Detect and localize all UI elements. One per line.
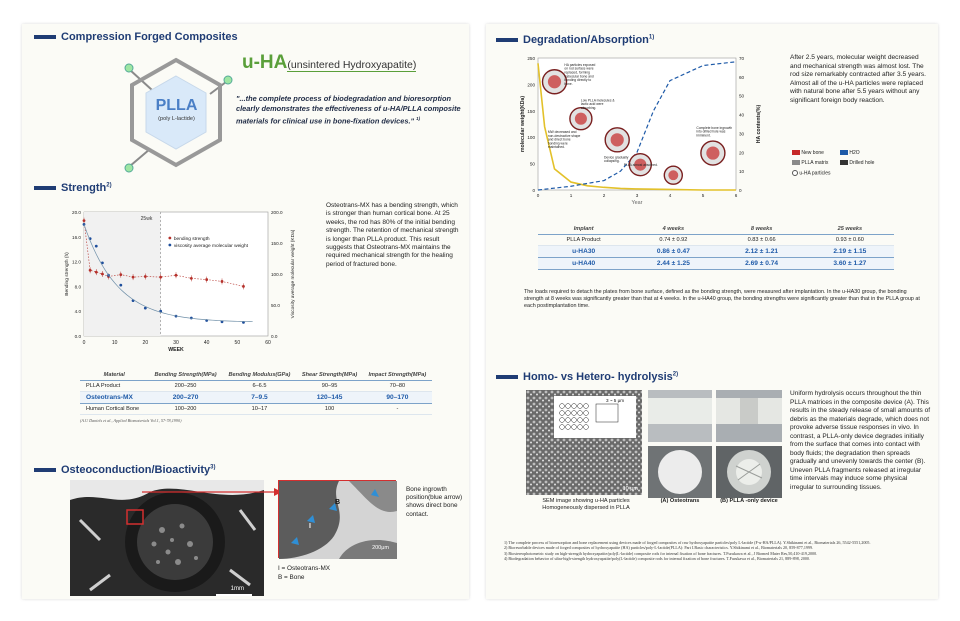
caption-b: (B) PLLA -only device <box>720 498 778 504</box>
compression-quote: "...the complete process of biodegradation and bioresorption clearly demonstrates the effectiveness of u-HA/PLLA composite materials for clinical use in bone-fixation devices." $^{1)}$ <box>236 94 461 126</box>
chart-annotation-line: non-destructive shape <box>547 133 581 138</box>
plla-only-side-graphic <box>716 390 782 442</box>
table-cell: 100–200 <box>149 404 223 415</box>
micro-ct-scale-bar <box>216 594 252 596</box>
y2-tick-label: 30 <box>739 131 745 137</box>
strength-table-header: Shear Strength(MPa) <box>296 370 362 381</box>
y2-axis-label: Viscosity average molecular weight (KDa) <box>291 229 296 319</box>
zoom-connector-arrow <box>142 486 282 506</box>
chart-annotation-line: Device gradually <box>604 155 629 160</box>
strength-table-header: Material <box>80 370 149 381</box>
x-tick-label: 5 <box>701 193 705 198</box>
table-cell: - <box>363 404 432 415</box>
table-cell: 90–170 <box>363 392 432 404</box>
bending-strength-point <box>83 219 86 222</box>
chart-annotation-line: on rod surface were <box>564 66 594 71</box>
y-tick-label: 100 <box>527 135 535 141</box>
table-cell: 10–17 <box>223 404 297 415</box>
y2-tick-label: 10 <box>739 169 745 175</box>
hydrolysis-description: Uniform hydrolysis occurs throughout the thin PLLA matrices in the composite device (A). This results in the steady release of small amounts of debris as the materials degrade, which does not provoke adverse tissue responses in vivo. In contrast, a PLLA-only device degrades initially from the surface that comes into contact with body fluids; the degradation then spreads gradually and unevenly towards the center (B). Uneven PLLA fragments released at irregular time intervals may induce some physical irregular to surrounding tissues. <box>790 390 931 492</box>
table-cell: u-HA30 <box>538 246 629 258</box>
y-tick-label: 200 <box>527 82 535 88</box>
legend-item-drilled-hole: Drilled hole <box>840 160 874 166</box>
y-tick-label: 8.0 <box>74 284 81 290</box>
y2-tick-label: 100.0 <box>271 272 283 277</box>
molecular-weight-point <box>95 245 98 248</box>
table-cell: 100 <box>296 404 362 415</box>
chart-annotation-line: and direct bone <box>547 137 571 142</box>
strength-table-header: Bending Modulus(GPa) <box>223 370 297 381</box>
table-cell: 2.44 ± 1.25 <box>629 258 717 270</box>
y-axis-label: Bending strength (h) <box>65 252 70 296</box>
uha-heading: u-HA(unsintered Hydroxyapatite) <box>242 52 417 73</box>
table-cell: PLLA Product <box>80 381 149 392</box>
legend-item-uha-particles: u-HA particles <box>792 170 831 176</box>
bending-strength-point <box>221 280 224 283</box>
bonding-table-header-row <box>538 224 894 235</box>
chart-annotation-line: HA particles exposed <box>564 62 596 67</box>
bending-strength-point <box>242 285 245 288</box>
table-row <box>538 246 894 258</box>
table-cell: 200–250 <box>149 381 223 392</box>
strength-table-header: Bending Strength(MPa) <box>149 370 223 381</box>
annotation-label: 25wk <box>140 216 153 222</box>
strength-chart <box>62 196 302 353</box>
legend-item-h2o: H2O <box>840 150 860 156</box>
y2-tick-label: 50.0 <box>271 303 280 308</box>
footnote: 4) Biodegradation behavior of ultra-high-strength hydroxyapatite/poly(L-lactide) composite rods for internal fixation of bone fractures. T.Furukawa et al., Biomaterials 21, 889-898, 2000. <box>504 556 810 562</box>
footnote: 3) Biostereophotometric study on high-strength hydroxyapatite/poly(L-lactide) composite rods for internal fixation of bone fractures. T.Furukawa et al., J Biomed Mater Res,50,410-419,2000. <box>504 550 818 556</box>
y-tick-label: 16.0 <box>72 234 81 240</box>
inset-label-b: B <box>335 499 341 506</box>
bonding-table-header: 4 weeks <box>629 224 717 235</box>
right-page <box>486 24 938 599</box>
y-axis-label: molecular weight(KDa) <box>520 95 526 153</box>
legend-marker-bending <box>168 237 171 240</box>
osteotrans-cross-section-graphic <box>648 446 712 498</box>
compression-section-title: Compression Forged Composites <box>34 31 238 43</box>
plla-only-cross-section-image <box>716 446 782 498</box>
bending-strength-point <box>190 277 193 280</box>
table-row <box>538 235 894 246</box>
osteo-legend-i: I = Osteotrans-MX <box>278 565 331 572</box>
x-tick-label: 0 <box>82 340 86 346</box>
chart-annotation-line: PLLA almost absorbed. <box>623 163 658 168</box>
y-tick-label: 12.0 <box>72 259 81 265</box>
table-cell: PLLA Product <box>538 235 629 246</box>
legend-marker-molecular <box>168 244 171 247</box>
y-tick-label: 4.0 <box>74 309 81 315</box>
table-cell: 0.83 ± 0.66 <box>718 235 806 246</box>
table-cell: 2.19 ± 1.15 <box>806 246 894 258</box>
table-cell: 90–95 <box>296 381 362 392</box>
strength-spec-table <box>80 370 432 415</box>
table-cell: 120–145 <box>296 392 362 404</box>
bending-strength-point <box>119 273 122 276</box>
y2-axis-label: HA contents(%) <box>756 104 762 144</box>
degradation-section-title: Degradation/Absorption$^{1)}$ <box>496 34 654 46</box>
chart-annotation-line: collapsing. <box>604 159 620 164</box>
y2-tick-label: 150.0 <box>271 241 283 246</box>
degradation-description: After 2.5 years, molecular weight decreased and mechanical strength was almost lost. The rod size remarkably contracted after 3.5 years. Almost all of the u-HA particles were replaced with natural bone after 5.5 years without any significant foreign body reaction. <box>790 54 926 104</box>
y2-tick-label: 20 <box>739 150 745 156</box>
table-row <box>538 258 894 270</box>
osteo-legend <box>278 564 330 582</box>
y2-tick-label: 0.0 <box>271 334 278 339</box>
legend-swatch-new-bone <box>792 150 800 155</box>
table-cell: 2.69 ± 0.74 <box>718 258 806 270</box>
bonding-table-header: 8 weeks <box>718 224 806 235</box>
inset-scale-label: 200μm <box>372 545 389 551</box>
hydrolysis-section-title: Homo- vs Hetero- hydrolysis$^{2)}$ <box>496 371 678 383</box>
process-stage-core <box>575 113 587 125</box>
x-tick-label: 4 <box>668 193 672 198</box>
chart-annotation-line: lactic acid were <box>580 102 604 107</box>
bending-strength-point <box>175 274 178 277</box>
chart-annotation-line: maintained. <box>547 145 565 150</box>
osteotrans-side-graphic <box>648 390 712 442</box>
x-tick-label: 60 <box>265 340 271 346</box>
osteotrans-cross-section-image <box>648 446 712 498</box>
legend-label-bending: bending strength <box>173 236 210 242</box>
molecular-weight-point <box>119 284 122 287</box>
x-tick-label: 0 <box>536 193 540 198</box>
sem-scale-label: 10 μm <box>622 486 638 492</box>
table-cell: 2.12 ± 1.21 <box>718 246 806 258</box>
bending-strength-point <box>95 271 98 274</box>
y2-tick-label: 60 <box>739 74 745 80</box>
y2-tick-label: 0 <box>739 188 742 193</box>
bending-strength-point <box>89 269 92 272</box>
table-cell: 0.74 ± 0.92 <box>629 235 717 246</box>
x-tick-label: 40 <box>203 340 210 346</box>
table-row <box>80 392 432 404</box>
plla-only-side-image <box>716 390 782 442</box>
chart-annotation-line: Complete bone ingrowth <box>696 125 733 130</box>
left-page <box>22 24 469 599</box>
y-tick-label: 0 <box>532 188 535 193</box>
plla-only-cross-section-graphic <box>716 446 782 498</box>
sem-image <box>526 390 642 495</box>
table-row <box>80 381 432 392</box>
legend-item-new-bone: New bone <box>792 150 824 156</box>
strength-description: Osteotrans-MX has a bending strength, which is stronger than human cortical bone. At 25 weeks, the rod has 80% of the initial bending strength. The retention of mechanical strength is longer than PLLA product. This result suggests that Osteotrans-MX maintains the required mechanical strength for the healing period of fractured bone. <box>326 202 459 268</box>
table-cell: Human Cortical Bone <box>80 404 149 415</box>
process-stage-core <box>548 75 561 88</box>
sem-grid-scale: 3 ~ 5 μm <box>606 398 625 403</box>
x-tick-label: 30 <box>173 340 179 346</box>
y2-tick-label: 50 <box>739 93 745 99</box>
strength-table-citation: (A.U Daniels et al., Applied Biomaterials Vol.1, 57-78,1990) <box>80 418 182 423</box>
table-cell: 0.93 ± 0.60 <box>806 235 894 246</box>
bending-strength-point <box>101 273 104 276</box>
process-stage-core <box>706 146 719 159</box>
y-tick-label: 50 <box>529 161 535 167</box>
footnotes <box>504 540 924 562</box>
micro-ct-scale-label: 1mm <box>230 586 244 592</box>
strength-table-header: Impact Strength(MPa) <box>363 370 432 381</box>
y2-tick-label: 40 <box>739 112 745 118</box>
table-cell: 70–80 <box>363 381 432 392</box>
plla-label: PLLA <box>155 97 198 114</box>
table-cell: 6–6.5 <box>223 381 297 392</box>
legend-item-plla-matrix: PLLA matrix <box>792 160 828 166</box>
bending-strength-point <box>132 276 135 279</box>
x-axis-label: Year <box>631 200 643 206</box>
process-stage-core <box>668 170 678 180</box>
legend-swatch-drilled-hole <box>840 160 848 165</box>
chart-annotation-line: trabecular bone and <box>564 74 594 79</box>
chart-annotation-line: Low PLLA molecules & <box>580 98 615 103</box>
y-tick-label: 0.0 <box>74 334 81 339</box>
footnote: 1) The complete process of bioresorption and bone replacement using devices made of forged composites of raw hydroxyapatite particles/poly L-lactide (F-u-HA/PLLA). Y.Shikinami et al., Biomaterials 26, 5542-5551,2005. <box>504 540 871 545</box>
shaded-region <box>84 212 161 336</box>
legend-swatch-h2o <box>840 150 848 155</box>
inset-label-i: I <box>309 523 311 530</box>
osteo-description: Bone ingrowth position(blue arrow) shows direct bone contact. <box>406 486 463 518</box>
chart-annotation-line: absorbing. <box>580 105 597 110</box>
y2-tick-label: 70 <box>739 56 745 61</box>
y2-tick-label: 200.0 <box>271 210 283 215</box>
chart-annotation-line: into drilled hole was <box>696 129 726 134</box>
x-axis-label: WEEK <box>168 347 184 353</box>
bending-strength-point <box>205 278 208 281</box>
sem-graphic <box>526 390 642 495</box>
degradation-chart <box>520 50 778 210</box>
table-cell: 3.60 ± 1.27 <box>806 258 894 270</box>
x-tick-label: 1 <box>569 193 573 198</box>
osteo-legend-b: B = Bone <box>278 574 305 581</box>
table-cell: u-HA40 <box>538 258 629 270</box>
x-tick-label: 3 <box>635 193 639 198</box>
caption-a: (A) Osteotrans <box>660 498 700 504</box>
strength-table-header-row <box>80 370 432 381</box>
chart-annotation-line: bonding directly to <box>564 78 592 83</box>
sem-caption: SEM image showing u-HA particles Homogeneously dispersed in PLLA <box>542 498 630 511</box>
x-tick-label: 2 <box>602 193 606 198</box>
legend-label-molecular: viscosity average molecular weight <box>173 243 248 249</box>
y-tick-label: 150 <box>527 108 535 114</box>
footnote: 2) Bioresorbable devices made of forged composites of hydroxyapatite (HA) particles/poly-L-lactide(PLLA): Part I.Basic characteristics. Y.Shikinami et al., Biomaterials 20, 859-877,1999. <box>504 545 814 551</box>
chart-annotation-line: bonding were <box>547 141 568 146</box>
strength-section-title: Strength$^{2)}$ <box>34 182 112 194</box>
bonding-table-header: 25 weeks <box>806 224 894 235</box>
chart-annotation-line: replaced, forming <box>564 70 590 75</box>
bending-strength-point <box>144 275 147 278</box>
table-cell: 7–9.5 <box>223 392 297 404</box>
plla-sub-label: (poly L-lactide) <box>158 116 195 122</box>
table-cell: 200–270 <box>149 392 223 404</box>
osteotrans-side-image <box>648 390 712 442</box>
legend-swatch-uha-particles <box>792 170 798 176</box>
x-tick-label: 10 <box>111 340 118 346</box>
bonding-table-header: Implant <box>538 224 629 235</box>
chart-annotation <box>624 163 658 167</box>
x-tick-label: 6 <box>734 193 738 198</box>
x-tick-label: 50 <box>234 340 241 346</box>
table-cell: Osteotrans-MX <box>80 392 149 404</box>
bone-ingrowth-inset-image <box>278 480 396 558</box>
table-row <box>80 404 432 415</box>
bending-strength-point <box>159 276 162 279</box>
process-stage-core <box>611 133 624 146</box>
bonding-table-wrap <box>538 224 894 270</box>
chart-annotation-line: bone. <box>564 81 573 86</box>
y-tick-label: 20.0 <box>72 210 81 215</box>
bonding-strength-table <box>538 224 894 270</box>
bonding-table-note: The loads required to detach the plates from bone surface, defined as the bonding strength, were measured after implantation. In the u-HA30 group, the bonding strength at 8 weeks was significantly greater than that at 4 weeks. In the u-HA40 group, the bonding strengths were significantly greater than that in the PLLA group at each postimplantation time. <box>524 289 920 309</box>
y-tick-label: 250 <box>527 56 535 61</box>
table-cell: 0.86 ± 0.47 <box>629 246 717 258</box>
chart-annotation-line: imminent. <box>696 133 711 138</box>
strength-spec-table-wrap <box>80 370 432 423</box>
legend-swatch-plla-matrix <box>792 160 800 165</box>
osteo-section-title: Osteoconduction/Bioactivity$^{3)}$ <box>34 464 215 476</box>
x-tick-label: 20 <box>142 340 149 346</box>
chart-annotation-line: MW decreased and <box>547 129 577 134</box>
